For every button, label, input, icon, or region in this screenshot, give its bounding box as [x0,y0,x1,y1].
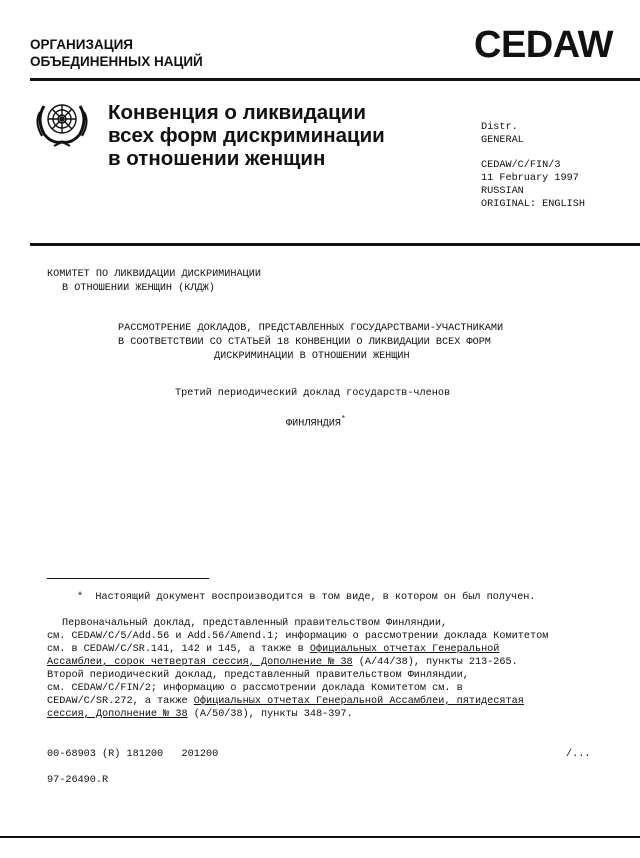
footnote-para1-line-4 [47,657,518,670]
footnote-star-note: * Настоящий документ воспроизводится в том виде, в котором он был получен. [77,592,536,603]
footnote-para2-line-3-text: CEDAW/C/SR.272, а также [47,696,194,707]
doc-language: RUSSIAN [481,186,524,197]
footnote-mark: * [341,415,346,424]
footnote-para2-line-1: Второй периодический доклад, представленный правительством Финляндии, [47,670,469,681]
official-records-ref-2a: Официальных отчетах Генеральной Ассамблеи, пятидесятая [193,696,524,707]
report-subtitle: Третий периодический доклад государств-членов [175,388,451,399]
doc-symbol: CEDAW/C/FIN/3 [481,160,561,171]
official-records-ref-2b: сессия, Дополнение № 38 [47,709,188,720]
doc-date: 11 February 1997 [481,173,579,184]
cedaw-logo: CEDAW [474,24,613,66]
doc-original-language: ORIGINAL: ENGLISH [481,199,585,210]
country-name: ФИНЛЯНДИЯ [286,418,342,430]
footnote-para2-line-4-text: (A/50/38), пункты 348-397. [187,709,353,720]
title-line-3: в отношении женщин [108,147,326,170]
report-country [286,414,346,431]
consideration-line-2: В СООТВЕТСТВИИ СО СТАТЬЕЙ 18 КОНВЕНЦИИ О ЛИКВИДАЦИИ ВСЕХ ФОРМ [118,337,491,348]
distr-value: GENERAL [481,135,524,146]
consideration-line-3: ДИСКРИМИНАЦИИ В ОТНОШЕНИИ ЖЕНЩИН [214,351,410,362]
header-rule-bottom [30,243,640,246]
org-name-line-2: ОБЪЕДИНЕННЫХ НАЦИЙ [30,54,203,69]
header-rule-top [30,78,640,81]
footnote-para1-line-1: Первоначальный доклад, представленный правительством Финляндии, [62,618,448,629]
job-number: 00-68903 (R) 181200 201200 [47,749,219,760]
distr-label: Distr. [481,122,518,133]
consideration-line-1: РАССМОТРЕНИЕ ДОКЛАДОВ, ПРЕДСТАВЛЕННЫХ ГОСУДАРСТВАМИ-УЧАСТНИКАМИ [118,323,504,334]
committee-line-1: КОМИТЕТ ПО ЛИКВИДАЦИИ ДИСКРИМИНАЦИИ [47,269,261,280]
committee-line-2: В ОТНОШЕНИИ ЖЕНЩИН (КЛДЖ) [62,283,215,294]
official-records-ref-1b: Ассамблеи, сорок четвертая сессия, Дополнение № 38 [47,657,353,668]
footnote-para2-line-3 [47,696,524,709]
footnote-para1-line-2: см. CEDAW/C/5/Add.56 и Add.56/Amend.1; информацию о рассмотрении доклада Комитетом [47,631,549,642]
footnote-para1-line-3-text: см. в CEDAW/C/SR.141, 142 и 145, а также в [47,644,310,655]
un-emblem-icon [30,92,94,154]
official-records-ref-1a: Официальных отчетах Генеральной [309,644,500,655]
footnote-para2-line-2: см. CEDAW/C/FIN/2; информацию о рассмотрении доклада Комитетом см. в [47,683,463,694]
page-bottom-rule [0,836,640,838]
footnote-para1-line-3 [47,644,499,657]
org-name-line-1: ОРГАНИЗАЦИЯ [30,37,133,52]
footnote-para2-line-4 [47,709,353,722]
footnote-separator [47,578,209,579]
reference-number: 97-26490.R [47,775,109,786]
footnote-para1-line-4-text: (A/44/38), пункты 213-265. [352,657,518,668]
title-line-1: Конвенция о ликвидации [108,101,366,124]
title-line-2: всех форм дискриминации [108,124,385,147]
continuation-mark: /... [566,749,591,760]
